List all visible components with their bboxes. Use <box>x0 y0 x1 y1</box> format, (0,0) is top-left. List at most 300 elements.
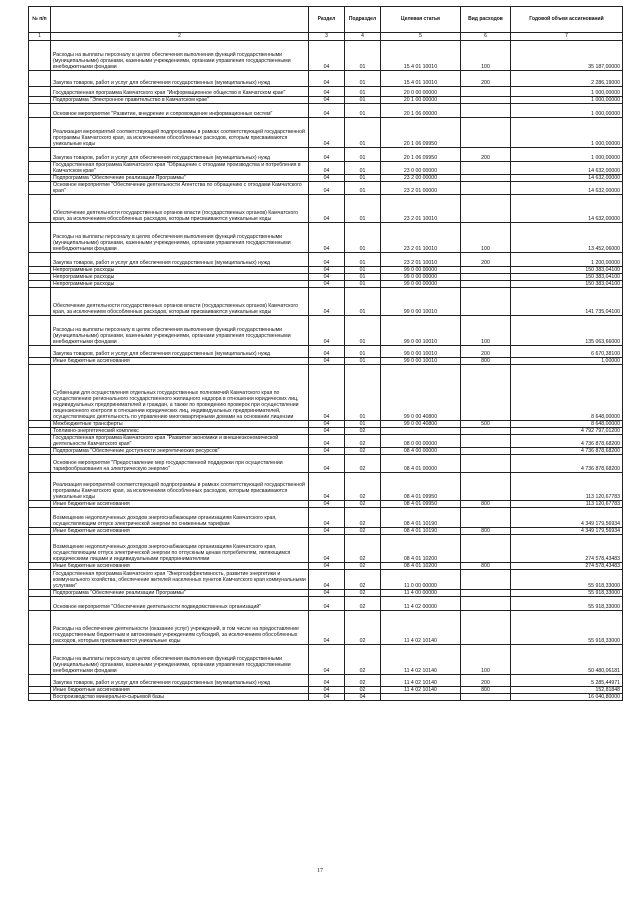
cell-number <box>29 87 51 97</box>
cell-number <box>29 97 51 104</box>
cell-target-article: 99 0 00 00000 <box>381 267 461 274</box>
cell-target-article: 15 4 01 10010 <box>381 71 461 87</box>
cell-amount: 14 632,00000 <box>511 162 623 175</box>
cell-name: Иные бюджетные ассигнования <box>51 687 309 694</box>
cell-subsection: 01 <box>345 97 381 104</box>
cell-number <box>29 590 51 597</box>
cell-target-article: 23 2 00 00000 <box>381 175 461 182</box>
cell-expense-type <box>461 590 511 597</box>
table-row <box>29 528 623 535</box>
cell-subsection: 01 <box>345 281 381 288</box>
cell-name: Подпрограмма "Обеспечение реализации Программы" <box>51 590 309 597</box>
cell-target-article: 11 4 02 10140 <box>381 675 461 687</box>
cell-name: Межбюджетные трансферты <box>51 421 309 428</box>
cell-name: Основное мероприятие "Предоставление мер государственной поддержки при осуществлении тарифообразования на электрическую энергию" <box>51 455 309 473</box>
table-row <box>29 195 623 223</box>
cell-section: 04 <box>309 316 345 346</box>
cell-target-article: 99 0 00 10010 <box>381 346 461 358</box>
cell-name: Расходы на выплаты персоналу в целях обеспечения выполнения функций государственными (муниципальными) органами, казенными учреждениями, органами управления государственными внебюджетными фондами <box>51 645 309 675</box>
table-row <box>29 645 623 675</box>
cell-section: 04 <box>309 118 345 148</box>
cell-name: Обеспечение деятельности государственных органов власти (государственных органов) Камчатского края, за исключением обособленных расходов, которым присваиваются уникальные коды <box>51 288 309 316</box>
cell-amount: 55 918,33000 <box>511 611 623 645</box>
header-cell: № п/п <box>29 7 51 33</box>
cell-section: 04 <box>309 162 345 175</box>
table-row <box>29 316 623 346</box>
cell-name: Государственная программа Камчатского края "Информационное общество в Камчатском крае" <box>51 87 309 97</box>
cell-subsection: 01 <box>345 87 381 97</box>
cell-name: Непрограммные расходы <box>51 267 309 274</box>
cell-section: 04 <box>309 87 345 97</box>
cell-section: 04 <box>309 535 345 563</box>
cell-amount: 55 918,33000 <box>511 597 623 611</box>
cell-target-article: 08 4 01 10190 <box>381 528 461 535</box>
cell-expense-type <box>461 597 511 611</box>
table-row <box>29 675 623 687</box>
cell-subsection: 02 <box>345 563 381 570</box>
cell-subsection: 01 <box>345 316 381 346</box>
table-body <box>29 41 623 701</box>
cell-section: 04 <box>309 501 345 508</box>
cell-number <box>29 175 51 182</box>
cell-target-article: 99 0 00 00000 <box>381 274 461 281</box>
table-row <box>29 611 623 645</box>
cell-name: Иные бюджетные ассигнования <box>51 563 309 570</box>
cell-amount: 141 735,04100 <box>511 288 623 316</box>
cell-target-article: 08 0 00 00000 <box>381 435 461 448</box>
cell-number <box>29 281 51 288</box>
cell-subsection: 02 <box>345 590 381 597</box>
cell-subsection: 02 <box>345 611 381 645</box>
cell-section: 04 <box>309 421 345 428</box>
cell-amount: 1,00000 <box>511 358 623 365</box>
cell-expense-type <box>461 175 511 182</box>
column-index: 6 <box>461 33 511 41</box>
cell-number <box>29 570 51 590</box>
cell-subsection: 02 <box>345 535 381 563</box>
table-row <box>29 501 623 508</box>
cell-number <box>29 448 51 455</box>
cell-number <box>29 365 51 421</box>
cell-target-article: 20 1 06 09950 <box>381 118 461 148</box>
cell-subsection: 02 <box>345 428 381 435</box>
table-row <box>29 281 623 288</box>
cell-amount: 1 000,00000 <box>511 104 623 118</box>
column-index: 2 <box>51 33 309 41</box>
cell-number <box>29 182 51 195</box>
cell-subsection: 02 <box>345 570 381 590</box>
cell-expense-type: 800 <box>461 687 511 694</box>
cell-target-article: 20 1 00 00000 <box>381 97 461 104</box>
cell-subsection: 02 <box>345 687 381 694</box>
cell-target-article: 99 0 00 00000 <box>381 281 461 288</box>
cell-subsection: 01 <box>345 288 381 316</box>
cell-expense-type <box>461 435 511 448</box>
cell-amount: 1 200,00000 <box>511 253 623 267</box>
cell-section: 04 <box>309 71 345 87</box>
cell-expense-type: 500 <box>461 421 511 428</box>
cell-name: Иные бюджетные ассигнования <box>51 528 309 535</box>
cell-expense-type <box>461 428 511 435</box>
cell-expense-type: 200 <box>461 346 511 358</box>
cell-number <box>29 358 51 365</box>
cell-target-article: 23 2 01 10010 <box>381 223 461 253</box>
cell-amount: 55 918,33000 <box>511 570 623 590</box>
cell-expense-type: 100 <box>461 645 511 675</box>
cell-amount: 13 452,06000 <box>511 223 623 253</box>
cell-amount: 113 120,67783 <box>511 473 623 501</box>
cell-section: 04 <box>309 274 345 281</box>
cell-subsection: 01 <box>345 274 381 281</box>
cell-section: 04 <box>309 675 345 687</box>
cell-amount: 4 736 878,68200 <box>511 448 623 455</box>
cell-section: 04 <box>309 611 345 645</box>
cell-target-article: 23 2 01 00000 <box>381 182 461 195</box>
table-row <box>29 87 623 97</box>
cell-number <box>29 253 51 267</box>
table-row <box>29 288 623 316</box>
cell-expense-type <box>461 473 511 501</box>
cell-section: 04 <box>309 97 345 104</box>
cell-subsection: 01 <box>345 267 381 274</box>
header-cell: Раздел <box>309 7 345 33</box>
cell-section: 04 <box>309 148 345 162</box>
cell-amount: 2 286,19000 <box>511 71 623 87</box>
cell-target-article: 08 4 01 10200 <box>381 535 461 563</box>
cell-name: Обеспечение деятельности государственных органов власти (государственных органов) Камчатского края, за исключением обособленных расходов, которым присваиваются уникальные коды <box>51 195 309 223</box>
cell-subsection: 01 <box>345 195 381 223</box>
cell-amount: 4 349 179,56934 <box>511 528 623 535</box>
cell-target-article: 23 2 01 10010 <box>381 195 461 223</box>
cell-name: Расходы на обеспечение деятельности (оказание услуг) учреждений, в том числе на предоставление государственным бюджетным и автономным учреждениям субсидий, за исключением обособленных расходов, которым присваиваются уникальные коды <box>51 611 309 645</box>
cell-subsection: 01 <box>345 118 381 148</box>
cell-number <box>29 274 51 281</box>
cell-subsection: 01 <box>345 223 381 253</box>
cell-expense-type <box>461 694 511 701</box>
cell-name: Основное мероприятие "Обеспечение деятельности подведомственных организаций" <box>51 597 309 611</box>
cell-section: 04 <box>309 195 345 223</box>
cell-section: 04 <box>309 455 345 473</box>
cell-target-article: 11 4 02 00000 <box>381 597 461 611</box>
cell-expense-type: 200 <box>461 148 511 162</box>
cell-expense-type: 100 <box>461 316 511 346</box>
column-index-row <box>29 33 623 41</box>
cell-name: Закупка товаров, работ и услуг для обеспечения государственных (муниципальных) нужд <box>51 148 309 162</box>
budget-page <box>28 6 622 701</box>
cell-subsection: 02 <box>345 473 381 501</box>
cell-amount: 5 285,44971 <box>511 675 623 687</box>
cell-target-article: 23 2 01 10010 <box>381 253 461 267</box>
cell-name: Реализация мероприятий соответствующей подпрограммы в рамках соответствующей государственной программы Камчатского края, за исключением обособленных расходов, которым присваиваются уникальные коды <box>51 118 309 148</box>
cell-name: Возмещение недополученных доходов энергоснабжающим организациям Камчатского края, осуществляющим отпуск электрической энергии по отпускным ценам потребителям, являющимся юридическими лицами и индивидуальными предпринимателями <box>51 535 309 563</box>
cell-name: Закупка товаров, работ и услуг для обеспечения государственных (муниципальных) нужд <box>51 71 309 87</box>
cell-name: Топливно-энергетический комплекс <box>51 428 309 435</box>
header-cell: Подраздел <box>345 7 381 33</box>
cell-amount: 4 736 878,68200 <box>511 455 623 473</box>
cell-section: 04 <box>309 281 345 288</box>
cell-section: 04 <box>309 253 345 267</box>
table-row <box>29 365 623 421</box>
cell-target-article: 11 4 02 10140 <box>381 611 461 645</box>
cell-amount: 135 063,66000 <box>511 316 623 346</box>
table-row <box>29 428 623 435</box>
cell-target-article: 99 0 00 10010 <box>381 358 461 365</box>
cell-section: 04 <box>309 358 345 365</box>
cell-amount: 16 040,80000 <box>511 694 623 701</box>
cell-expense-type <box>461 508 511 528</box>
cell-amount: 14 632,00000 <box>511 195 623 223</box>
cell-number <box>29 687 51 694</box>
cell-target-article: 15 4 01 10010 <box>381 41 461 71</box>
cell-number <box>29 675 51 687</box>
cell-name: Основное мероприятие "Развитие, внедрение и сопровождение информационных систем" <box>51 104 309 118</box>
cell-amount: 8 648,00000 <box>511 421 623 428</box>
header-cell: Целевая статья <box>381 7 461 33</box>
cell-section: 04 <box>309 590 345 597</box>
table-row <box>29 473 623 501</box>
cell-section: 04 <box>309 687 345 694</box>
cell-name: Подпрограмма "Обеспечение реализации Программы" <box>51 175 309 182</box>
cell-number <box>29 162 51 175</box>
page-number: 17 <box>317 868 323 874</box>
cell-expense-type <box>461 182 511 195</box>
cell-expense-type <box>461 611 511 645</box>
cell-target-article: 20 1 06 00000 <box>381 104 461 118</box>
cell-amount: 4 736 878,68200 <box>511 435 623 448</box>
cell-subsection: 01 <box>345 175 381 182</box>
cell-amount: 274 578,43483 <box>511 535 623 563</box>
cell-name: Основное мероприятие "Обеспечение деятельности Агентства по обращению с отходами Камчатского края" <box>51 182 309 195</box>
table-row <box>29 448 623 455</box>
cell-number <box>29 223 51 253</box>
table-row <box>29 570 623 590</box>
cell-number <box>29 473 51 501</box>
cell-subsection: 01 <box>345 346 381 358</box>
cell-subsection: 01 <box>345 71 381 87</box>
cell-subsection: 02 <box>345 645 381 675</box>
table-row <box>29 535 623 563</box>
cell-expense-type <box>461 87 511 97</box>
cell-number <box>29 694 51 701</box>
cell-amount: 274 578,43483 <box>511 563 623 570</box>
cell-name: Расходы на выплаты персоналу в целях обеспечения выполнения функций государственными (муниципальными) органами, казенными учреждениями, органами управления государственными внебюджетными фондами <box>51 41 309 71</box>
cell-number <box>29 435 51 448</box>
cell-section: 04 <box>309 182 345 195</box>
cell-subsection: 04 <box>345 694 381 701</box>
cell-amount: 6 670,38100 <box>511 346 623 358</box>
cell-expense-type: 100 <box>461 223 511 253</box>
cell-section: 04 <box>309 645 345 675</box>
table-row <box>29 223 623 253</box>
cell-section: 04 <box>309 473 345 501</box>
cell-name: Закупка товаров, работ и услуг для обеспечения государственных (муниципальных) нужд <box>51 253 309 267</box>
table-row <box>29 694 623 701</box>
cell-subsection: 01 <box>345 358 381 365</box>
cell-expense-type <box>461 267 511 274</box>
cell-name: Подпрограмма "Обеспечение доступности энергетических ресурсов" <box>51 448 309 455</box>
cell-number <box>29 316 51 346</box>
table-row <box>29 358 623 365</box>
cell-subsection: 01 <box>345 253 381 267</box>
cell-expense-type: 800 <box>461 501 511 508</box>
cell-subsection: 02 <box>345 435 381 448</box>
table-row <box>29 182 623 195</box>
cell-amount: 113 120,67783 <box>511 501 623 508</box>
cell-subsection: 02 <box>345 455 381 473</box>
cell-target-article: 20 1 06 09950 <box>381 148 461 162</box>
header-cell: Вид расходов <box>461 7 511 33</box>
cell-amount: 4 792 797,01200 <box>511 428 623 435</box>
cell-subsection: 02 <box>345 448 381 455</box>
cell-section: 04 <box>309 223 345 253</box>
cell-target-article: 08 4 01 10200 <box>381 563 461 570</box>
cell-name: Реализация мероприятий соответствующей подпрограммы в рамках соответствующей государственной программы Камчатского края, за исключением обособленных расходов, которым присваиваются уникальные коды <box>51 473 309 501</box>
cell-name: Государственная программа Камчатского края "Обращение с отходами производства и потребления в Камчатском крае" <box>51 162 309 175</box>
cell-section: 04 <box>309 694 345 701</box>
cell-amount: 1 000,00000 <box>511 148 623 162</box>
cell-name: Подпрограмма "Электронное правительство в Камчатском крае" <box>51 97 309 104</box>
cell-target-article: 23 0 00 00000 <box>381 162 461 175</box>
cell-number <box>29 195 51 223</box>
cell-amount: 35 187,00000 <box>511 41 623 71</box>
column-index: 7 <box>511 33 623 41</box>
cell-target-article: 08 4 01 10190 <box>381 508 461 528</box>
cell-name: Государственная программа Камчатского края "Развитие экономики и внешнеэкономической деятельности Камчатского края" <box>51 435 309 448</box>
table-row <box>29 253 623 267</box>
cell-target-article: 99 0 00 10010 <box>381 316 461 346</box>
cell-name: Возмещение недополученных доходов энергоснабжающим организациям Камчатского края, осуществляющим отпуск электрической энергии по сниженным тарифам <box>51 508 309 528</box>
cell-expense-type <box>461 535 511 563</box>
table-row <box>29 175 623 182</box>
cell-section: 04 <box>309 365 345 421</box>
table-row <box>29 687 623 694</box>
cell-number <box>29 535 51 563</box>
cell-amount: 150 383,04100 <box>511 281 623 288</box>
cell-target-article <box>381 428 461 435</box>
cell-subsection: 01 <box>345 148 381 162</box>
cell-target-article: 99 0 00 10010 <box>381 288 461 316</box>
cell-expense-type <box>461 104 511 118</box>
column-index: 4 <box>345 33 381 41</box>
header-cell <box>51 7 309 33</box>
cell-section: 04 <box>309 435 345 448</box>
cell-expense-type: 200 <box>461 253 511 267</box>
cell-subsection: 02 <box>345 508 381 528</box>
cell-amount: 1 000,00000 <box>511 97 623 104</box>
cell-expense-type <box>461 365 511 421</box>
table-row <box>29 590 623 597</box>
cell-expense-type <box>461 570 511 590</box>
cell-target-article: 11 4 00 00000 <box>381 590 461 597</box>
cell-number <box>29 288 51 316</box>
cell-number <box>29 104 51 118</box>
cell-name: Воспроизводство минерально-сырьевой базы <box>51 694 309 701</box>
cell-amount: 14 632,00000 <box>511 182 623 195</box>
cell-expense-type: 800 <box>461 563 511 570</box>
cell-section: 04 <box>309 570 345 590</box>
cell-expense-type <box>461 195 511 223</box>
column-index: 1 <box>29 33 51 41</box>
cell-number <box>29 421 51 428</box>
table-row <box>29 455 623 473</box>
cell-name: Субвенции для осуществления отдельных государственных полномочий Камчатского края по осуществлению регионального государственного жилищного надзора в отношении юридических лиц, индивидуальных предпринимателей и граждан, а также по проведению проверок при осуществлении лицензионного контроля в отношении юридических лиц, индивидуальных предпринимателей, осуществляющих деятельность по управлению многоквартирными домами на основании лицензии <box>51 365 309 421</box>
cell-section: 04 <box>309 428 345 435</box>
cell-name: Закупка товаров, работ и услуг для обеспечения государственных (муниципальных) нужд <box>51 346 309 358</box>
cell-target-article: 08 4 01 09950 <box>381 501 461 508</box>
cell-amount: 4 349 179,56934 <box>511 508 623 528</box>
cell-target-article: 08 4 01 09950 <box>381 473 461 501</box>
cell-expense-type: 100 <box>461 41 511 71</box>
cell-expense-type <box>461 274 511 281</box>
cell-amount: 14 632,00000 <box>511 175 623 182</box>
cell-target-article: 08 4 00 00000 <box>381 448 461 455</box>
column-index: 3 <box>309 33 345 41</box>
cell-section: 04 <box>309 267 345 274</box>
cell-number <box>29 611 51 645</box>
budget-table <box>28 6 623 701</box>
cell-subsection: 02 <box>345 597 381 611</box>
cell-subsection: 01 <box>345 365 381 421</box>
cell-number <box>29 528 51 535</box>
cell-name: Закупка товаров, работ и услуг для обеспечения государственных (муниципальных) нужд <box>51 675 309 687</box>
cell-number <box>29 455 51 473</box>
cell-number <box>29 148 51 162</box>
table-row <box>29 104 623 118</box>
column-index: 5 <box>381 33 461 41</box>
cell-section: 04 <box>309 175 345 182</box>
cell-amount: 8 648,00000 <box>511 365 623 421</box>
table-row <box>29 563 623 570</box>
cell-subsection: 01 <box>345 162 381 175</box>
cell-amount: 152,81848 <box>511 687 623 694</box>
table-row <box>29 421 623 428</box>
cell-section: 04 <box>309 508 345 528</box>
cell-name: Расходы на выплаты персоналу в целях обеспечения выполнения функций государственными (муниципальными) органами, казенными учреждениями, органами управления государственными внебюджетными фондами <box>51 316 309 346</box>
cell-target-article <box>381 694 461 701</box>
table-row <box>29 118 623 148</box>
cell-amount: 55 918,33000 <box>511 590 623 597</box>
cell-expense-type <box>461 118 511 148</box>
cell-target-article: 99 0 00 40800 <box>381 365 461 421</box>
cell-number <box>29 508 51 528</box>
cell-amount: 50 480,06181 <box>511 645 623 675</box>
cell-target-article: 11 4 02 10140 <box>381 645 461 675</box>
cell-name: Государственная программа Камчатского края "Энергоэффективность, развитие энергетики и коммунального хозяйства, обеспечение жителей населенных пунктов Камчатского края коммунальными услугами" <box>51 570 309 590</box>
cell-subsection: 01 <box>345 182 381 195</box>
cell-expense-type <box>461 455 511 473</box>
cell-amount: 150 383,04100 <box>511 274 623 281</box>
cell-expense-type <box>461 162 511 175</box>
cell-section: 04 <box>309 563 345 570</box>
cell-expense-type: 200 <box>461 71 511 87</box>
cell-expense-type <box>461 288 511 316</box>
cell-number <box>29 41 51 71</box>
cell-expense-type: 200 <box>461 675 511 687</box>
table-row <box>29 97 623 104</box>
table-row <box>29 71 623 87</box>
cell-subsection: 02 <box>345 675 381 687</box>
cell-expense-type <box>461 97 511 104</box>
table-row <box>29 267 623 274</box>
cell-expense-type <box>461 448 511 455</box>
cell-target-article: 20 0 00 00000 <box>381 87 461 97</box>
cell-target-article: 08 4 01 00000 <box>381 455 461 473</box>
table-row <box>29 435 623 448</box>
cell-expense-type: 800 <box>461 358 511 365</box>
cell-number <box>29 501 51 508</box>
table-row <box>29 41 623 71</box>
cell-number <box>29 267 51 274</box>
